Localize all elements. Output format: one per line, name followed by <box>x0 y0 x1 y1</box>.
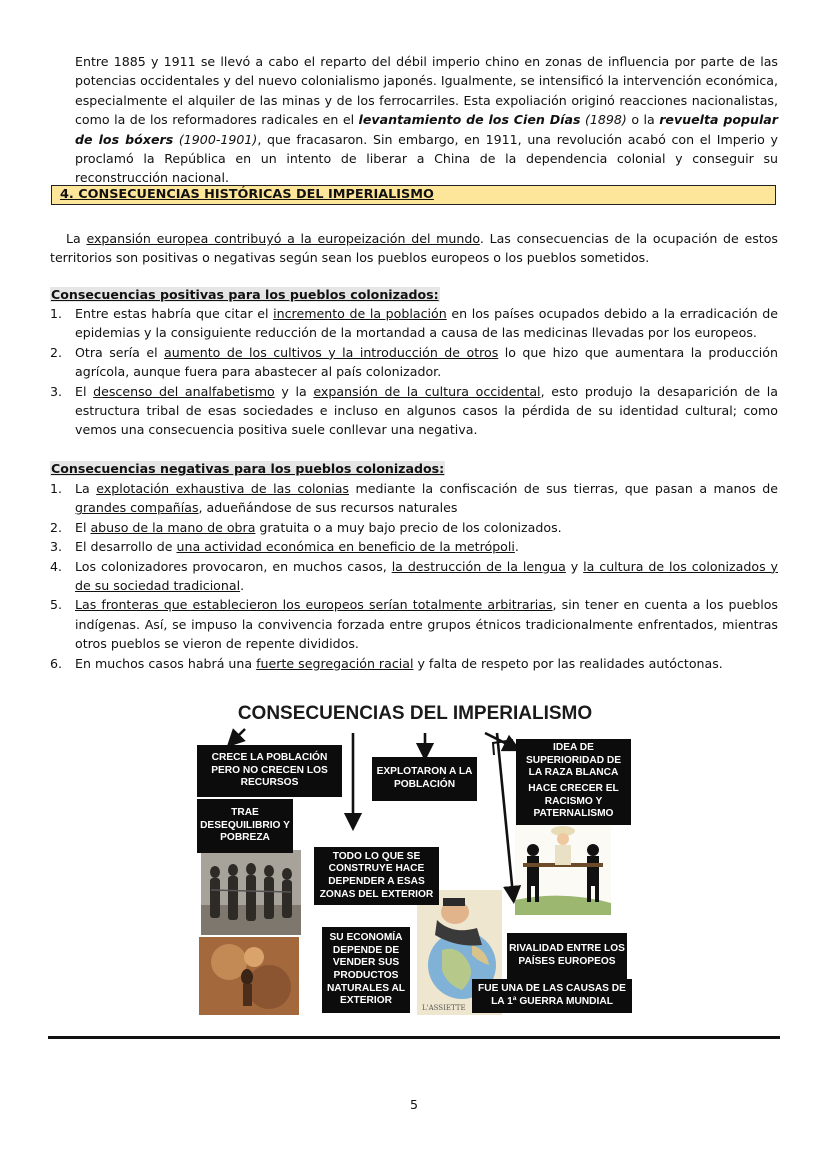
list-item: 2. Otra sería el aumento de los cultivos y la introducción de otros lo que hizo que aumentara la producción agrícola, aunque fuera para abastecer al país colonizador. <box>50 344 778 380</box>
svg-text:L'ASSIETTE: L'ASSIETTE <box>422 1004 466 1012</box>
section-title: 4. CONSECUENCIAS HISTÓRICAS DEL IMPERIALISMO <box>60 187 434 202</box>
list-item: 2. El abuso de la mano de obra gratuita o a muy bajo precio de los colonizados. <box>50 519 562 535</box>
box-superioridad: IDEA DE SUPERIORIDAD DE LA RAZA BLANCA <box>516 739 631 783</box>
divider <box>48 1036 780 1039</box>
list-item: 1. Entre estas habría que citar el incremento de la población en los países ocupados debido a la erradicación de epidemias y la consiguiente reducción de la mortandad a causa de las medicinas llevadas por los europeos. <box>50 306 778 341</box>
box-poblacion: CRECE LA POBLACIÓN PERO NO CRECEN LOS RECURSOS <box>197 745 342 797</box>
page-number: 5 <box>409 1097 418 1112</box>
infographic-title: CONSECUENCIAS DEL IMPERIALISMO <box>237 703 593 724</box>
negative-list <box>50 479 778 673</box>
arrow-rivalidad <box>497 733 513 895</box>
box-guerra: FUE UNA DE LAS CAUSAS DE LA 1ª GUERRA MUNDIAL <box>472 979 632 1013</box>
box-economia: SU ECONOMÍA DEPENDE DE VENDER SUS PRODUCTOS NATURALES AL EXTERIOR <box>322 927 410 1013</box>
section-intro: La expansión europea contribuyó a la europeización del mundo. Las consecuencias de la ocupación de estos territorios son positivas o negativas según sean los pueblos europeos o los pueblos sometidos. <box>50 231 778 266</box>
intro-paragraph: Entre 1885 y 1911 se llevó a cabo el reparto del débil imperio chino en zonas de influencia por parte de las potencias occidentales y del nuevo colonialismo japonés. Igualmente, se intensificó la intervención económica, especialmente el alquiler de las minas y de los ferrocarriles. Esta expoliación originó reacciones nacionalistas, como la de los reformadores radicales en el levantamiento de los Cien Días (1898) o la revuelta popular de los bóxers (1900-1901), que fracasaron. Sin embargo, en 1911, una revolución acabó con el Imperio y proclamó la República en un intento de liberar a China de la dependencia colonial y conseguir su reconstrucción nacional. <box>75 54 779 186</box>
positive-list <box>50 304 778 440</box>
positive-heading: Consecuencias positivas para los pueblos colonizados: <box>51 287 439 302</box>
infographic <box>197 695 633 1015</box>
section-header <box>51 185 776 205</box>
arrow-hook <box>493 740 513 755</box>
list-item: 5. Las fronteras que establecieron los europeos serían totalmente arbitrarias, sin tener en cuenta a los pueblos indígenas. Así, se impuso la convivencia forzada entre grupos étnicos tradicionalmente enfrentados, mientras otros pueblos se vieron de repente divididos. <box>50 597 778 652</box>
list-item: 1. La explotación exhaustiva de las colonias mediante la confiscación de sus tierras, que pasan a manos de grandes compañías, adueñándose de sus recursos naturales <box>50 481 778 516</box>
box-dependencia: TODO LO QUE SE CONSTRUYE HACE DEPENDER A ESAS ZONAS DEL EXTERIOR <box>314 847 439 905</box>
arrow-population <box>233 729 245 741</box>
box-explotaron: EXPLOTARON A LA POBLACIÓN <box>372 757 477 801</box>
box-rivalidad: RIVALIDAD ENTRE LOS PAÍSES EUROPEOS <box>507 933 627 979</box>
list-item: 4. Los colonizadores provocaron, en muchos casos, la destrucción de la lengua y la cultura de los colonizados y de su sociedad tradicional. <box>50 558 778 594</box>
box-racismo: HACE CRECER EL RACISMO Y PATERNALISMO <box>516 779 631 825</box>
negative-heading: Consecuencias negativas para los pueblos colonizados: <box>51 461 445 476</box>
box-desequilibrio: TRAE DESEQUILIBRIO Y POBREZA <box>197 799 293 853</box>
list-item: 3. El descenso del analfabetismo y la expansión de la cultura occidental, esto produjo la desaparición de la estructura tribal de esas sociedades e incluso en algunos casos la pérdida de su identidad cultural; como vemos una consecuencia positiva suele conllevar una negativa. <box>50 383 778 438</box>
list-item: 3. El desarrollo de una actividad económica en beneficio de la metrópoli. <box>50 539 519 555</box>
list-item: 6. En muchos casos habrá una fuerte segregación racial y falta de respeto por las realidades autóctonas. <box>50 655 723 671</box>
